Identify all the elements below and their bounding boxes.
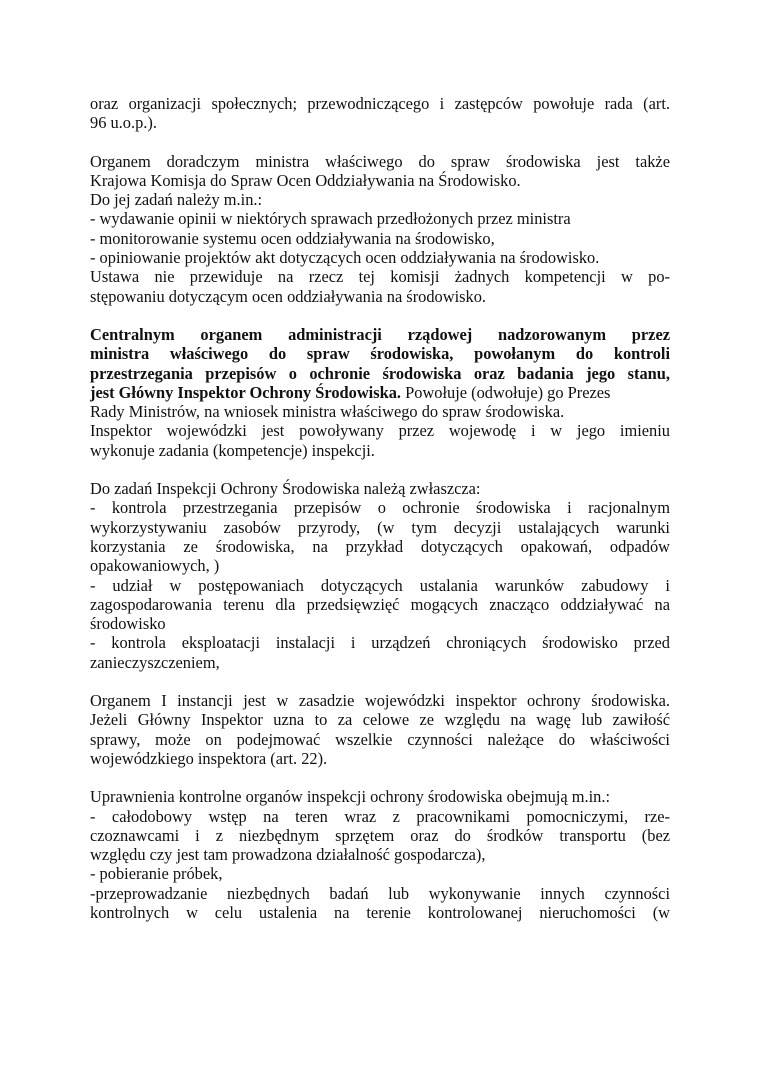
text-line: Ustawa nie przewiduje na rzecz tej komisji żadnych kompetencji w po- — [90, 267, 670, 287]
text-line: Uprawnienia kontrolne organów inspekcji ochrony środowiska obejmują m.in.: — [90, 787, 610, 807]
list-item: - udział w postępowaniach dotyczących ustalania warunków zabudowy i — [90, 575, 670, 595]
text-line: wojewódzkiego inspektora (art. 22). — [90, 748, 328, 768]
text-line: środowisko — [90, 614, 166, 634]
paragraph-gios — [90, 325, 670, 460]
list-item: - całodobowy wstęp na teren wraz z pracownikami pomocniczymi, rze- — [90, 806, 670, 826]
paragraph-intro — [90, 94, 670, 133]
text-line — [90, 383, 670, 402]
list-item: - pobieranie próbek, — [90, 864, 223, 884]
document-page — [90, 94, 670, 922]
paragraph-zadania — [90, 479, 670, 672]
text-line: Organem I instancji jest w zasadzie wojewódzki inspektor ochrony środowiska. — [90, 691, 670, 711]
paragraph-instancja — [90, 691, 670, 768]
text-line: stępowaniu dotyczącym ocen oddziaływania na środowisko. — [90, 286, 486, 306]
text-line: 96 u.o.p.). — [90, 113, 157, 133]
text-line: kontrolnych w celu ustalenia na terenie kontrolowanej nieruchomości (w — [90, 902, 670, 922]
text-line: czoznawcami i z niezbędnym sprzętem oraz do środków transportu (bez — [90, 825, 670, 845]
text-line: opakowaniowych, ) — [90, 556, 220, 576]
text-line: Organem doradczym ministra właściwego do spraw środowiska jest także — [90, 151, 670, 171]
text-line: sprawy, może on podejmować wszelkie czynności należące do właściwości — [90, 729, 670, 749]
list-item: - monitorowanie systemu ocen oddziaływania na środowisko, — [90, 228, 495, 248]
text-line: Do zadań Inspekcji Ochrony Środowiska należą zwłaszcza: — [90, 479, 481, 499]
text-line: Rady Ministrów, na wniosek ministra właściwego do spraw środowiska. — [90, 402, 565, 422]
bold-line: przestrzegania przepisów o ochronie środowiska oraz badania jego stanu, — [90, 363, 670, 383]
text-line: wykorzystywaniu zasobów przyrody, (w tym decyzji ustalających warunki — [90, 517, 670, 537]
text-line: Inspektor wojewódzki jest powoływany przez wojewodę i w jego imieniu — [90, 421, 670, 441]
text-line: zanieczyszczeniem, — [90, 652, 220, 672]
list-item: - kontrola eksploatacji instalacji i urządzeń chroniących środowisko przed — [90, 633, 670, 653]
list-item: - opiniowanie projektów akt dotyczących ocen oddziaływania na środowisko. — [90, 248, 600, 268]
list-item: -przeprowadzanie niezbędnych badań lub wykonywanie innych czynności — [90, 883, 670, 903]
list-item: - wydawanie opinii w niektórych sprawach przedłożonych przez ministra — [90, 209, 571, 229]
bold-line: Centralnym organem administracji rządowej nadzorowanym przez — [90, 324, 670, 344]
text-line: względu czy jest tam prowadzona działalność gospodarcza), — [90, 845, 486, 865]
paragraph-komisja — [90, 152, 670, 306]
text-line: korzystania ze środowiska, na przykład dotyczących opakowań, odpadów — [90, 536, 670, 556]
bold-line: ministra właściwego do spraw środowiska, powołanym do kontroli — [90, 344, 670, 364]
text: Powołuje (odwołuje) go Prezes — [401, 382, 611, 402]
bold-text: jest Główny Inspektor Ochrony Środowiska. — [90, 382, 402, 402]
text-line: zagospodarowania terenu dla przedsięwzięć mogących znacząco oddziaływać na — [90, 594, 670, 614]
list-item: - kontrola przestrzegania przepisów o ochronie środowiska i racjonalnym — [90, 498, 670, 518]
paragraph-uprawnienia — [90, 787, 670, 922]
text-line: Krajowa Komisja do Spraw Ocen Oddziaływania na Środowisko. — [90, 170, 521, 190]
text-line: Do jej zadań należy m.in.: — [90, 190, 263, 210]
text-line: wykonuje zadania (kompetencje) inspekcji. — [90, 440, 375, 460]
text-line: oraz organizacji społecznych; przewodniczącego i zastępców powołuje rada (art. — [90, 94, 670, 113]
text-line: Jeżeli Główny Inspektor uzna to za celowe ze względu na wagę lub zawiłość — [90, 710, 670, 730]
